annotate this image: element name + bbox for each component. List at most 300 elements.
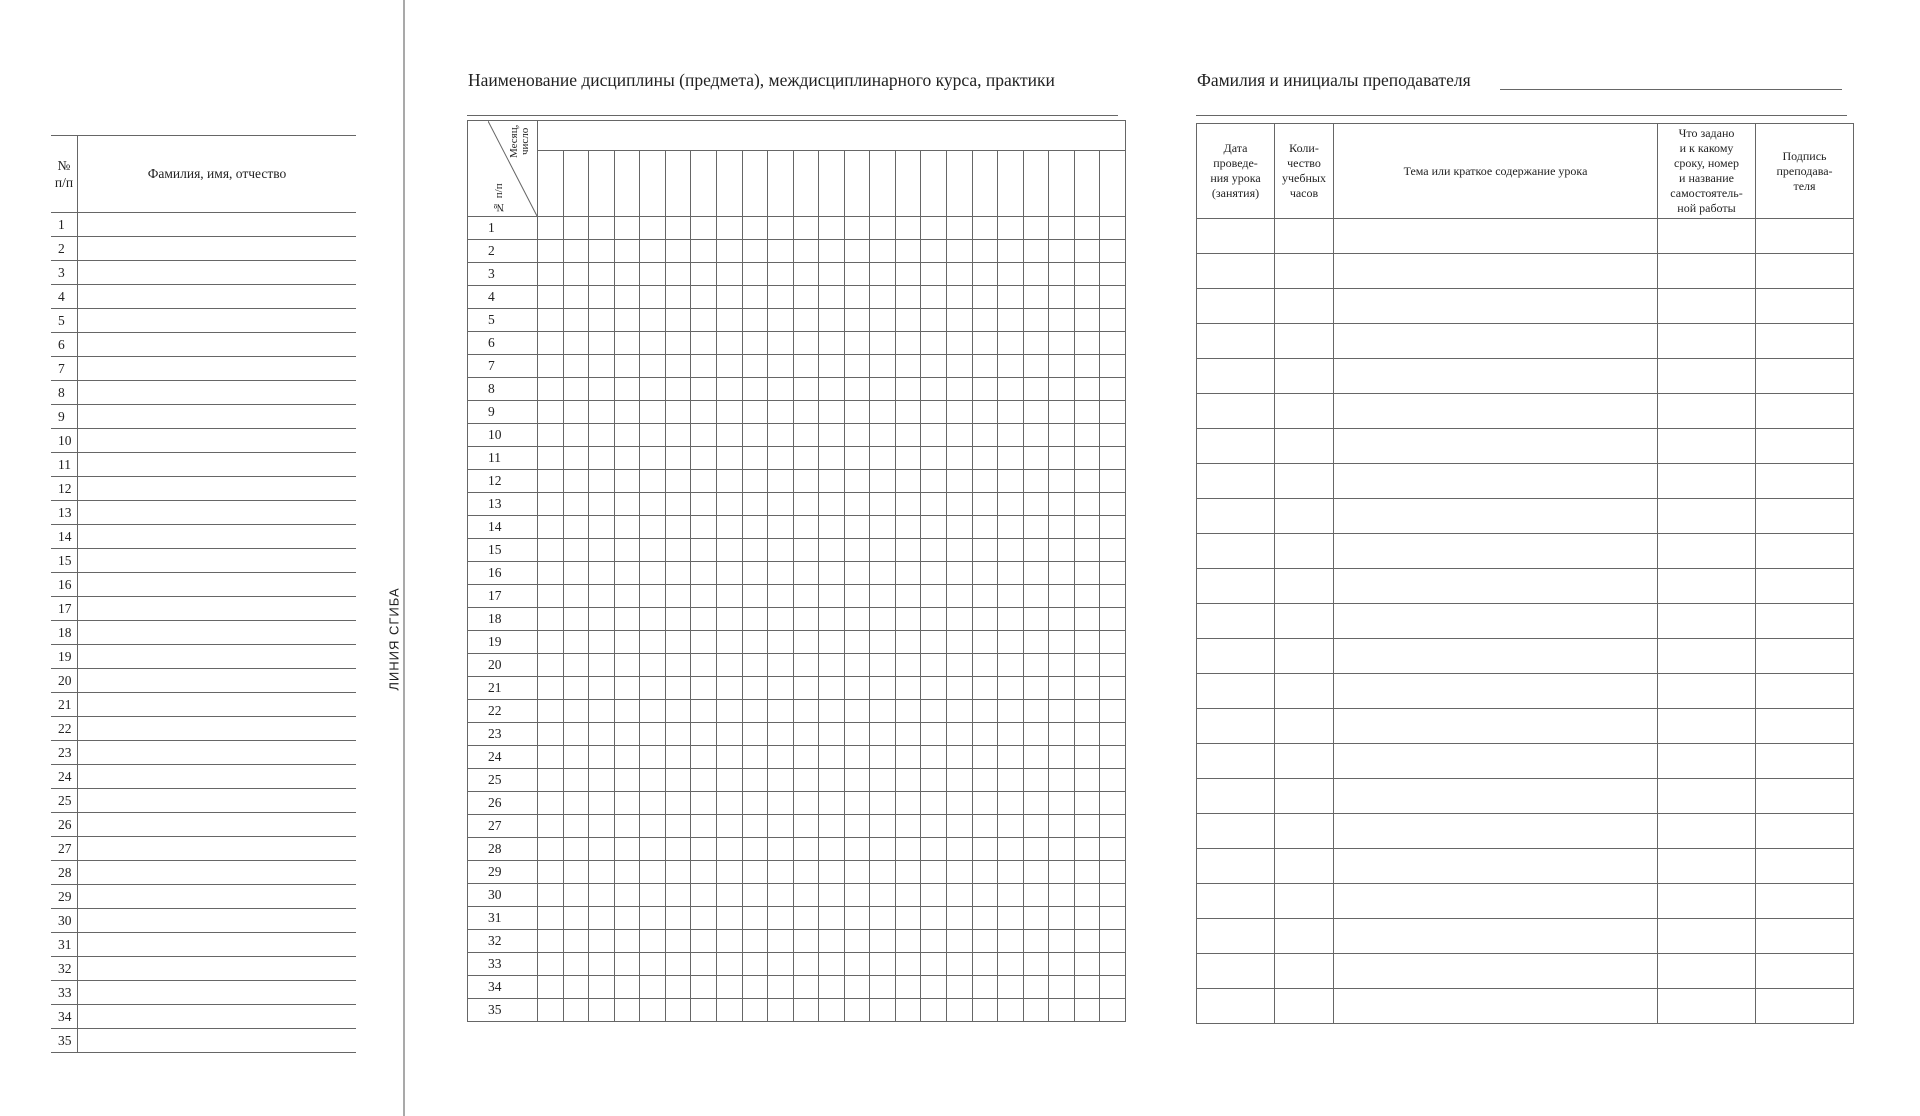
attendance-cell[interactable] [895,608,921,631]
attendance-cell[interactable] [614,631,640,654]
attendance-cell[interactable] [716,654,742,677]
student-name-cell[interactable] [78,621,357,645]
attendance-cell[interactable] [921,654,947,677]
attendance-cell[interactable] [947,976,973,999]
attendance-cell[interactable] [1023,585,1049,608]
attendance-cell[interactable] [870,585,896,608]
attendance-cell[interactable] [742,608,768,631]
attendance-cell[interactable] [947,309,973,332]
attendance-cell[interactable] [691,838,717,861]
lesson-homework-cell[interactable] [1658,989,1756,1024]
attendance-cell[interactable] [947,769,973,792]
attendance-cell[interactable] [589,723,615,746]
attendance-cell[interactable] [1023,700,1049,723]
attendance-cell[interactable] [1023,378,1049,401]
attendance-cell[interactable] [870,401,896,424]
lesson-topic-cell[interactable] [1334,849,1658,884]
attendance-cell[interactable] [716,884,742,907]
attendance-cell[interactable] [768,746,794,769]
attendance-cell[interactable] [921,585,947,608]
attendance-cell[interactable] [1074,378,1100,401]
attendance-cell[interactable] [895,723,921,746]
attendance-cell[interactable] [844,401,870,424]
attendance-cell[interactable] [691,424,717,447]
attendance-cell[interactable] [742,585,768,608]
attendance-cell[interactable] [665,562,691,585]
attendance-cell[interactable] [716,999,742,1022]
attendance-cell[interactable] [691,815,717,838]
attendance-cell[interactable] [947,217,973,240]
attendance-cell[interactable] [1049,378,1075,401]
attendance-cell[interactable] [768,585,794,608]
attendance-cell[interactable] [1023,240,1049,263]
attendance-cell[interactable] [768,792,794,815]
attendance-cell[interactable] [870,953,896,976]
attendance-cell[interactable] [1049,654,1075,677]
attendance-cell[interactable] [947,401,973,424]
attendance-cell[interactable] [742,884,768,907]
attendance-cell[interactable] [640,470,666,493]
attendance-cell[interactable] [947,838,973,861]
lesson-topic-cell[interactable] [1334,674,1658,709]
attendance-cell[interactable] [998,493,1024,516]
attendance-cell[interactable] [1074,286,1100,309]
attendance-cell[interactable] [563,217,589,240]
attendance-cell[interactable] [665,539,691,562]
attendance-cell[interactable] [870,240,896,263]
date-cell[interactable] [589,151,615,217]
lesson-date-cell[interactable] [1197,464,1275,499]
attendance-cell[interactable] [1100,861,1126,884]
attendance-cell[interactable] [972,976,998,999]
lesson-topic-cell[interactable] [1334,464,1658,499]
attendance-cell[interactable] [640,999,666,1022]
date-cell[interactable] [1049,151,1075,217]
attendance-cell[interactable] [742,746,768,769]
attendance-cell[interactable] [870,838,896,861]
attendance-cell[interactable] [1023,815,1049,838]
attendance-cell[interactable] [742,401,768,424]
attendance-cell[interactable] [716,516,742,539]
lesson-signature-cell[interactable] [1756,884,1854,919]
attendance-cell[interactable] [998,608,1024,631]
lesson-homework-cell[interactable] [1658,849,1756,884]
lesson-topic-cell[interactable] [1334,394,1658,429]
attendance-cell[interactable] [870,999,896,1022]
attendance-cell[interactable] [895,217,921,240]
attendance-cell[interactable] [538,976,564,999]
attendance-cell[interactable] [563,838,589,861]
attendance-cell[interactable] [614,700,640,723]
attendance-cell[interactable] [1074,815,1100,838]
student-name-cell[interactable] [78,933,357,957]
lesson-signature-cell[interactable] [1756,919,1854,954]
lesson-topic-cell[interactable] [1334,709,1658,744]
date-cell[interactable] [998,151,1024,217]
student-name-cell[interactable] [78,333,357,357]
lesson-homework-cell[interactable] [1658,289,1756,324]
attendance-cell[interactable] [742,493,768,516]
attendance-cell[interactable] [870,355,896,378]
attendance-cell[interactable] [742,999,768,1022]
attendance-cell[interactable] [793,769,819,792]
lesson-signature-cell[interactable] [1756,604,1854,639]
lesson-signature-cell[interactable] [1756,254,1854,289]
attendance-cell[interactable] [819,631,845,654]
attendance-cell[interactable] [768,424,794,447]
attendance-cell[interactable] [716,769,742,792]
attendance-cell[interactable] [1100,401,1126,424]
attendance-cell[interactable] [640,286,666,309]
attendance-cell[interactable] [614,309,640,332]
attendance-cell[interactable] [1100,309,1126,332]
lesson-date-cell[interactable] [1197,639,1275,674]
attendance-cell[interactable] [947,516,973,539]
date-cell[interactable] [1023,151,1049,217]
attendance-cell[interactable] [589,884,615,907]
attendance-cell[interactable] [716,562,742,585]
attendance-cell[interactable] [1100,585,1126,608]
attendance-cell[interactable] [691,677,717,700]
lesson-homework-cell[interactable] [1658,324,1756,359]
attendance-cell[interactable] [589,309,615,332]
attendance-cell[interactable] [691,516,717,539]
attendance-cell[interactable] [538,516,564,539]
attendance-cell[interactable] [921,240,947,263]
attendance-cell[interactable] [921,976,947,999]
attendance-cell[interactable] [793,907,819,930]
attendance-cell[interactable] [793,470,819,493]
attendance-cell[interactable] [921,999,947,1022]
attendance-cell[interactable] [947,999,973,1022]
student-name-cell[interactable] [78,765,357,789]
attendance-cell[interactable] [742,539,768,562]
attendance-cell[interactable] [640,631,666,654]
student-name-cell[interactable] [78,429,357,453]
attendance-cell[interactable] [1023,654,1049,677]
lesson-signature-cell[interactable] [1756,779,1854,814]
attendance-cell[interactable] [563,631,589,654]
attendance-cell[interactable] [972,700,998,723]
attendance-cell[interactable] [895,631,921,654]
lesson-signature-cell[interactable] [1756,709,1854,744]
attendance-cell[interactable] [1049,470,1075,493]
attendance-cell[interactable] [614,723,640,746]
attendance-cell[interactable] [538,953,564,976]
attendance-cell[interactable] [665,700,691,723]
attendance-cell[interactable] [665,424,691,447]
attendance-cell[interactable] [921,723,947,746]
lesson-date-cell[interactable] [1197,884,1275,919]
attendance-cell[interactable] [1100,953,1126,976]
attendance-cell[interactable] [870,562,896,585]
attendance-cell[interactable] [614,746,640,769]
student-name-cell[interactable] [78,405,357,429]
attendance-cell[interactable] [998,631,1024,654]
attendance-cell[interactable] [998,562,1024,585]
lesson-signature-cell[interactable] [1756,289,1854,324]
lesson-topic-cell[interactable] [1334,499,1658,534]
attendance-cell[interactable] [1049,815,1075,838]
attendance-cell[interactable] [1049,447,1075,470]
attendance-cell[interactable] [1049,953,1075,976]
attendance-cell[interactable] [1023,884,1049,907]
attendance-cell[interactable] [538,355,564,378]
attendance-cell[interactable] [640,700,666,723]
lesson-homework-cell[interactable] [1658,709,1756,744]
lesson-hours-cell[interactable] [1275,429,1334,464]
attendance-cell[interactable] [819,447,845,470]
attendance-cell[interactable] [1049,884,1075,907]
lesson-topic-cell[interactable] [1334,954,1658,989]
attendance-cell[interactable] [1100,884,1126,907]
student-name-cell[interactable] [78,237,357,261]
attendance-cell[interactable] [768,861,794,884]
attendance-cell[interactable] [947,332,973,355]
lesson-date-cell[interactable] [1197,779,1275,814]
attendance-cell[interactable] [768,286,794,309]
attendance-cell[interactable] [768,516,794,539]
attendance-cell[interactable] [998,723,1024,746]
attendance-cell[interactable] [1023,470,1049,493]
attendance-cell[interactable] [589,332,615,355]
attendance-cell[interactable] [972,884,998,907]
attendance-cell[interactable] [538,470,564,493]
attendance-cell[interactable] [768,217,794,240]
attendance-cell[interactable] [640,539,666,562]
attendance-cell[interactable] [691,217,717,240]
lesson-topic-cell[interactable] [1334,884,1658,919]
attendance-cell[interactable] [589,217,615,240]
attendance-cell[interactable] [895,930,921,953]
attendance-cell[interactable] [870,792,896,815]
attendance-cell[interactable] [844,355,870,378]
attendance-cell[interactable] [640,723,666,746]
attendance-cell[interactable] [870,539,896,562]
attendance-cell[interactable] [1023,999,1049,1022]
attendance-cell[interactable] [844,516,870,539]
attendance-cell[interactable] [947,631,973,654]
attendance-cell[interactable] [1049,585,1075,608]
attendance-cell[interactable] [563,953,589,976]
date-cell[interactable] [665,151,691,217]
attendance-cell[interactable] [793,355,819,378]
attendance-cell[interactable] [563,861,589,884]
attendance-cell[interactable] [895,378,921,401]
attendance-cell[interactable] [844,792,870,815]
attendance-cell[interactable] [589,240,615,263]
attendance-cell[interactable] [793,447,819,470]
discipline-field-line[interactable] [467,115,1118,116]
attendance-cell[interactable] [742,838,768,861]
attendance-cell[interactable] [691,976,717,999]
attendance-cell[interactable] [819,217,845,240]
attendance-cell[interactable] [870,631,896,654]
attendance-cell[interactable] [1049,608,1075,631]
attendance-cell[interactable] [589,493,615,516]
attendance-cell[interactable] [921,263,947,286]
attendance-cell[interactable] [691,585,717,608]
attendance-cell[interactable] [1074,332,1100,355]
attendance-cell[interactable] [1074,654,1100,677]
attendance-cell[interactable] [1074,470,1100,493]
lesson-date-cell[interactable] [1197,814,1275,849]
attendance-cell[interactable] [614,539,640,562]
attendance-cell[interactable] [589,976,615,999]
attendance-cell[interactable] [895,424,921,447]
lesson-date-cell[interactable] [1197,569,1275,604]
lesson-topic-cell[interactable] [1334,254,1658,289]
attendance-cell[interactable] [589,470,615,493]
attendance-cell[interactable] [819,401,845,424]
attendance-cell[interactable] [921,217,947,240]
lesson-hours-cell[interactable] [1275,849,1334,884]
attendance-cell[interactable] [538,930,564,953]
attendance-cell[interactable] [538,332,564,355]
attendance-cell[interactable] [972,723,998,746]
attendance-cell[interactable] [563,815,589,838]
attendance-cell[interactable] [768,608,794,631]
attendance-cell[interactable] [793,263,819,286]
attendance-cell[interactable] [947,723,973,746]
attendance-cell[interactable] [793,585,819,608]
attendance-cell[interactable] [640,838,666,861]
student-name-cell[interactable] [78,813,357,837]
attendance-cell[interactable] [716,240,742,263]
date-cell[interactable] [793,151,819,217]
attendance-cell[interactable] [742,355,768,378]
attendance-cell[interactable] [819,562,845,585]
attendance-cell[interactable] [870,723,896,746]
attendance-cell[interactable] [1023,677,1049,700]
attendance-cell[interactable] [1023,723,1049,746]
attendance-cell[interactable] [742,562,768,585]
attendance-cell[interactable] [1023,792,1049,815]
attendance-cell[interactable] [1049,631,1075,654]
attendance-cell[interactable] [895,562,921,585]
attendance-cell[interactable] [870,608,896,631]
attendance-cell[interactable] [1074,838,1100,861]
attendance-cell[interactable] [563,999,589,1022]
attendance-cell[interactable] [589,286,615,309]
attendance-cell[interactable] [589,447,615,470]
attendance-cell[interactable] [716,838,742,861]
attendance-cell[interactable] [947,447,973,470]
date-cell[interactable] [742,151,768,217]
attendance-cell[interactable] [819,424,845,447]
attendance-cell[interactable] [793,309,819,332]
lesson-date-cell[interactable] [1197,674,1275,709]
attendance-cell[interactable] [716,378,742,401]
attendance-cell[interactable] [998,907,1024,930]
attendance-cell[interactable] [1100,424,1126,447]
date-cell[interactable] [614,151,640,217]
lesson-hours-cell[interactable] [1275,499,1334,534]
attendance-cell[interactable] [614,838,640,861]
attendance-cell[interactable] [742,631,768,654]
attendance-cell[interactable] [768,953,794,976]
attendance-cell[interactable] [691,999,717,1022]
attendance-cell[interactable] [998,746,1024,769]
attendance-cell[interactable] [665,654,691,677]
attendance-cell[interactable] [895,700,921,723]
attendance-cell[interactable] [895,861,921,884]
attendance-cell[interactable] [538,999,564,1022]
attendance-cell[interactable] [1074,976,1100,999]
attendance-cell[interactable] [947,815,973,838]
attendance-cell[interactable] [640,493,666,516]
attendance-cell[interactable] [1100,700,1126,723]
attendance-cell[interactable] [972,999,998,1022]
lesson-signature-cell[interactable] [1756,744,1854,779]
attendance-cell[interactable] [768,677,794,700]
attendance-cell[interactable] [972,217,998,240]
attendance-cell[interactable] [589,585,615,608]
attendance-cell[interactable] [614,401,640,424]
lesson-topic-cell[interactable] [1334,429,1658,464]
attendance-cell[interactable] [742,976,768,999]
attendance-cell[interactable] [844,470,870,493]
attendance-cell[interactable] [819,240,845,263]
attendance-cell[interactable] [819,539,845,562]
attendance-cell[interactable] [870,516,896,539]
attendance-cell[interactable] [947,263,973,286]
attendance-cell[interactable] [614,677,640,700]
attendance-cell[interactable] [691,562,717,585]
student-name-cell[interactable] [78,1029,357,1053]
attendance-cell[interactable] [589,746,615,769]
lesson-homework-cell[interactable] [1658,569,1756,604]
attendance-cell[interactable] [793,746,819,769]
attendance-cell[interactable] [998,838,1024,861]
attendance-cell[interactable] [716,585,742,608]
attendance-cell[interactable] [768,884,794,907]
attendance-cell[interactable] [563,723,589,746]
attendance-cell[interactable] [998,792,1024,815]
attendance-cell[interactable] [844,447,870,470]
attendance-cell[interactable] [921,953,947,976]
student-name-cell[interactable] [78,981,357,1005]
attendance-cell[interactable] [844,907,870,930]
student-name-cell[interactable] [78,357,357,381]
date-cell[interactable] [563,151,589,217]
attendance-cell[interactable] [870,309,896,332]
lesson-date-cell[interactable] [1197,849,1275,884]
student-name-cell[interactable] [78,549,357,573]
student-name-cell[interactable] [78,597,357,621]
attendance-cell[interactable] [563,309,589,332]
lesson-hours-cell[interactable] [1275,289,1334,324]
attendance-cell[interactable] [998,769,1024,792]
attendance-cell[interactable] [716,631,742,654]
date-cell[interactable] [895,151,921,217]
lesson-signature-cell[interactable] [1756,324,1854,359]
attendance-cell[interactable] [1074,907,1100,930]
lesson-topic-cell[interactable] [1334,604,1658,639]
attendance-cell[interactable] [614,930,640,953]
attendance-cell[interactable] [844,769,870,792]
attendance-cell[interactable] [691,263,717,286]
student-name-cell[interactable] [78,285,357,309]
attendance-cell[interactable] [768,723,794,746]
attendance-cell[interactable] [1049,493,1075,516]
attendance-cell[interactable] [844,424,870,447]
attendance-cell[interactable] [819,792,845,815]
lesson-signature-cell[interactable] [1756,814,1854,849]
attendance-cell[interactable] [691,493,717,516]
attendance-cell[interactable] [844,976,870,999]
attendance-cell[interactable] [1074,631,1100,654]
